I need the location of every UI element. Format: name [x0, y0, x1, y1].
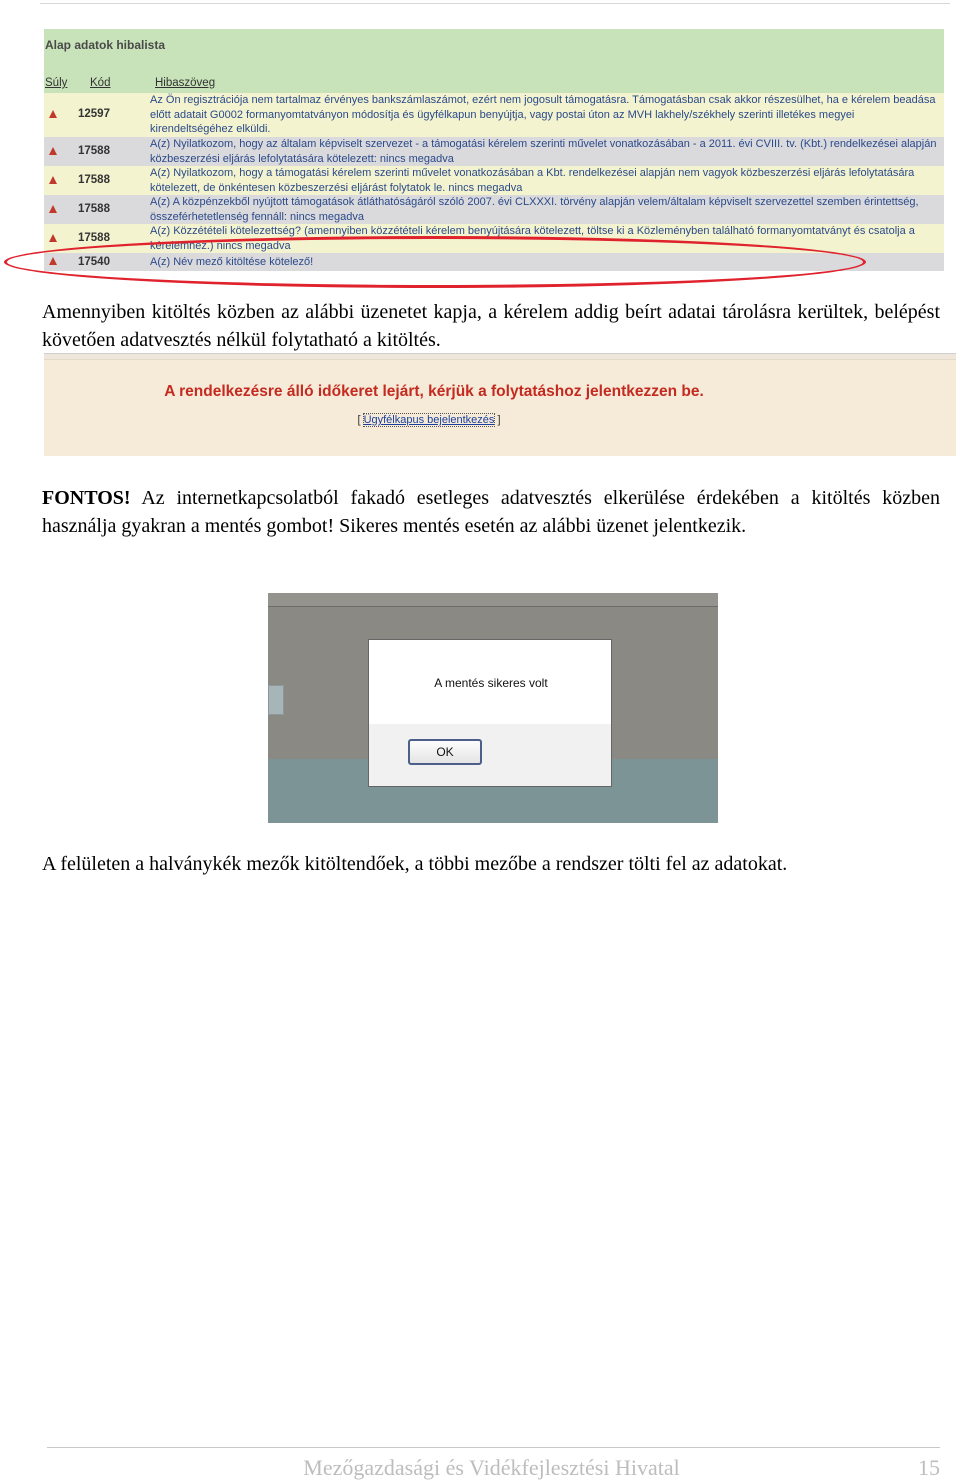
warning-triangle-icon: [49, 110, 57, 118]
error-text: Az Ön regisztrációja nem tartalmaz érvényes bankszámlaszámot, ezért nem jogosult támogatásra. Támogatásban csak akkor részesülhet, ha e kérelem beadása előtt adatait G0002 formanyomtatványon módosítja és ügyfélkapun benyújtja, vagy postai úton az MVH lakhely/székhely szerinti illetékes megyei kirendeltségéhez elküldi.: [150, 94, 936, 135]
background-field: [268, 685, 284, 715]
table-row: [44, 195, 944, 224]
header-hibaszoveg[interactable]: Hibaszöveg: [155, 77, 216, 89]
paragraph-session-info: Amennyiben kitöltés közben az alábbi üzenetet kapja, a kérelem addig beírt adatai tárolásra kerültek, belépést követően adatvesztés nélkül folytatható a kitöltés.: [42, 301, 940, 351]
header-kod[interactable]: Kód: [90, 77, 111, 89]
important-label: FONTOS!: [42, 487, 131, 509]
error-code: 17540: [78, 256, 110, 268]
important-text: Az internetkapcsolatból fakadó esetleges adatvesztés elkerülése érdekében a kitöltés közben használja gyakran a mentés gombot! Sikeres mentés esetén az alábbi üzenet jelentkezik.: [42, 487, 940, 537]
dialog-footer: [369, 724, 611, 786]
save-success-dialog: [368, 639, 612, 787]
error-text: A(z) Nyilatkozom, hogy a támogatási kérelem szerinti művelet vonatkozásában a Kbt. rendelkezései alapján nem vagyok közbeszerzési eljárás lefolytatására kötelezett, de önkéntesen közbeszerzési eljárást folytatok le. nincs megadva: [150, 167, 915, 194]
ugyfelkapu-login-link[interactable]: Ügyfélkapus bejelentkezés: [363, 414, 495, 426]
header-suly[interactable]: Súly: [45, 77, 68, 89]
warning-triangle-icon: [49, 147, 57, 155]
table-row: [44, 137, 944, 166]
bracket-close: ]: [497, 414, 501, 426]
error-list-screenshot: [44, 29, 944, 271]
bracket-open: [: [357, 414, 361, 426]
table-row: [44, 166, 944, 195]
login-link-row: [44, 414, 814, 426]
footer-rule: [47, 1447, 940, 1448]
warning-triangle-icon: [49, 205, 57, 213]
error-code: 17588: [78, 232, 110, 244]
error-list-header: [44, 77, 944, 93]
error-text: A(z) Nyilatkozom, hogy az általam képviselt szervezet - a támogatási kérelem szerinti művelet vonatkozásában - a 2011. évi CVIII. tv. (Kbt.) rendelkezései alapján közbeszerzési eljárás lefolytatására kötelezett: nincs megadva: [150, 138, 937, 165]
error-text: A(z) Név mező kitöltése kötelező!: [150, 256, 314, 268]
save-dialog-screenshot: [268, 593, 718, 823]
timeout-screenshot: [44, 353, 956, 456]
highlight-ellipse: [4, 236, 866, 288]
warning-triangle-icon: [49, 176, 57, 184]
paragraph-fields-info: A felületen a halványkék mezők kitöltendőek, a többi mezőbe a rendszer tölti fel az adatokat.: [42, 853, 788, 875]
timeout-topbar: [44, 354, 956, 360]
paragraph-important: [42, 485, 940, 540]
error-code: 17588: [78, 203, 110, 215]
timeout-message: A rendelkezésre álló időkeret lejárt, kérjük a folytatáshoz jelentkezzen be.: [164, 383, 704, 400]
error-text: A(z) Közzétételi kötelezettség? (amennyiben közzétételi kérelem benyújtására kötelezett, töltse ki a Közleményben található formanyomtatványt és csatolja a kérelemhez.) nincs megadva: [150, 225, 915, 252]
warning-triangle-icon: [49, 234, 57, 242]
error-code: 12597: [78, 108, 110, 120]
error-code: 17588: [78, 174, 110, 186]
table-row: [44, 93, 944, 137]
error-list-title: Alap adatok hibalista: [45, 38, 166, 52]
ok-button[interactable]: OK: [408, 739, 482, 765]
footer-organization: Mezőgazdasági és Vidékfejlesztési Hivatal: [303, 1455, 680, 1480]
background-toolbar: [268, 593, 718, 607]
error-code: 17588: [78, 145, 110, 157]
dialog-message: A mentés sikeres volt: [434, 676, 548, 690]
page-number: 15: [918, 1455, 940, 1480]
top-rule: [40, 3, 950, 4]
error-text: A(z) A közpénzekből nyújtott támogatások átláthatóságáról szóló 2007. évi CLXXXI. törvény alapján velem/általam képviselt szervezettel szemben érintettség, összeférhetetlenség fennáll: nincs megadva: [150, 196, 919, 223]
